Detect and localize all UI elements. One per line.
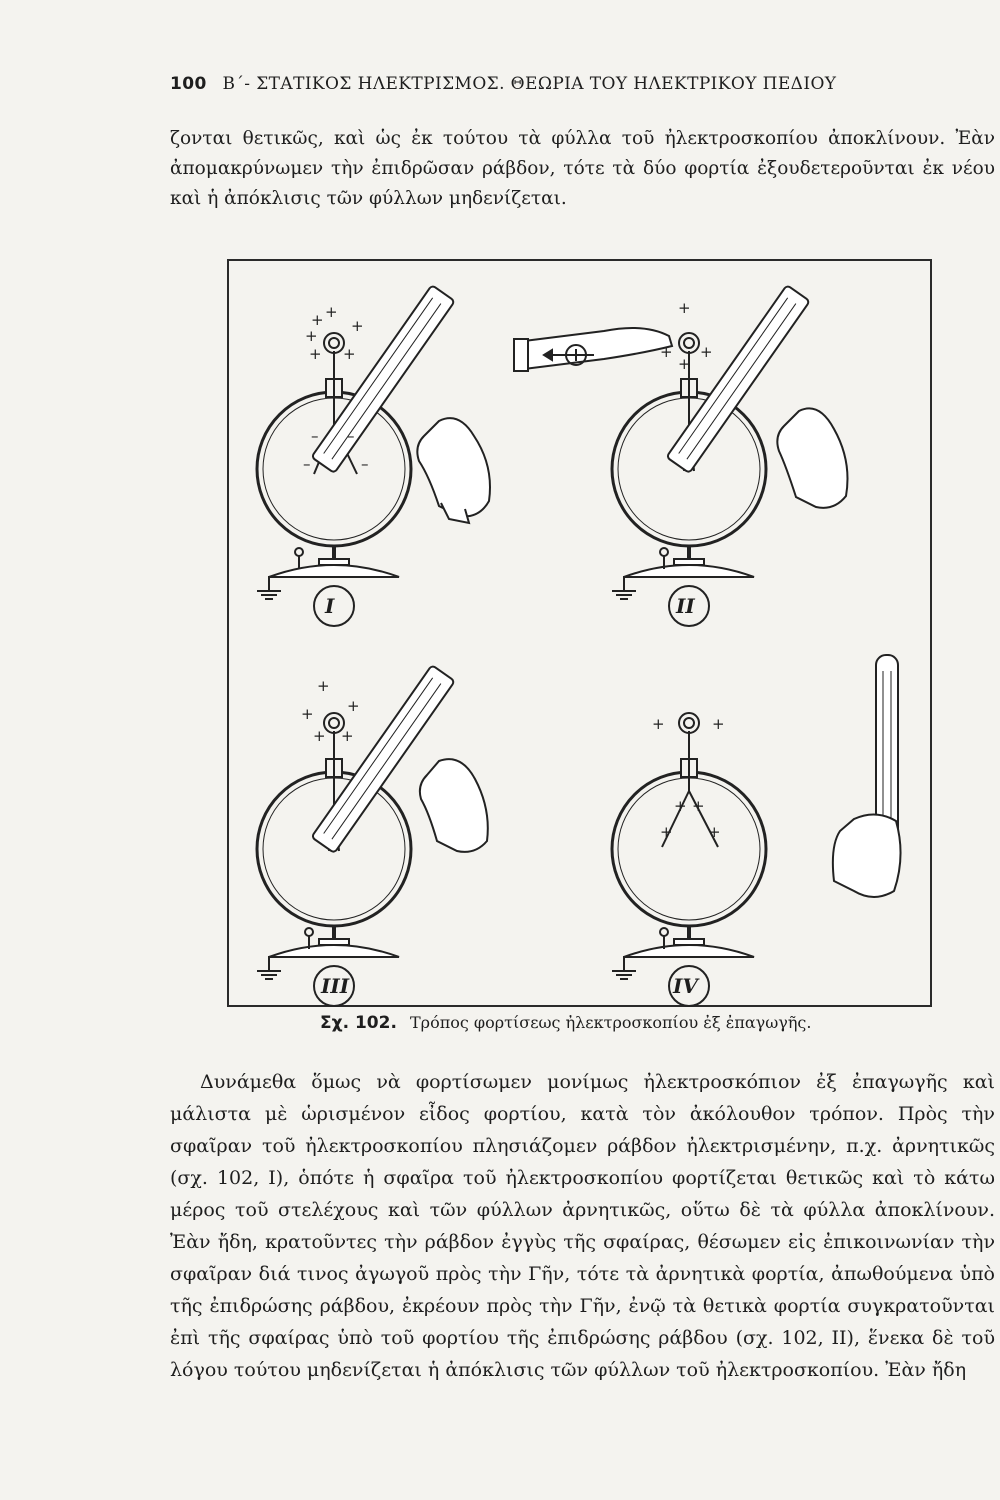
running-title: Β΄- ΣΤΑΤΙΚΟΣ ΗΛΕΚΤΡΙΣΜΟΣ. ΘΕΩΡΙΑ ΤΟΥ ΗΛΕΚΤΡΙΚΟΥ ΠΕΔΙΟΥ: [222, 74, 837, 94]
svg-text:+: +: [313, 727, 326, 745]
svg-text:+: +: [692, 797, 705, 815]
top-paragraph-text: ζονται θετικῶς, καὶ ὡς ἐκ τούτου τὰ φύλλα τοῦ ἠλεκτροσκοπίου ἀποκλίνουν. Ἐὰν ἀπομακρύνωμεν τὴν ἐπιδρῶσαν ράβδον, τότε τὰ δύο φορτία ἐξουδετεροῦνται ἐκ νέου καὶ ἡ ἀπόκλισις τῶν φύλλων μηδενίζεται.: [170, 128, 995, 209]
bottom-paragraph-text: Δυνάμεθα ὅμως νὰ φορτίσωμεν μονίμως ἠλεκτροσκόπιον ἐξ ἐπαγωγῆς καὶ μάλιστα μὲ ὡρισμένον εἶδος φορτίου, κατὰ τὸν ἀκόλουθον τρόπον. Πρὸς τὴν σφαῖραν τοῦ ἠλεκτροσκοπίου πλησιάζομεν ράβδον ἠλεκτρισμένην, π.χ. ἀρνητικῶς (σχ. 102, I), ὁπότε ἡ σφαῖρα τοῦ ἠλεκτροσκοπίου φορτίζεται θετικῶς καὶ τὸ κάτω μέρος τοῦ στελέχους καὶ τῶν φύλλων ἀρνητικῶς, οὕτω δὲ τὰ φύλλα ἀποκλίνουν. Ἐὰν ἤδη, κρατοῦντες τὴν ράβδον ἐγγὺς τῆς σφαίρας, θέσωμεν εἰς ἐπικοινωνίαν τὴν σφαῖραν διά τινος ἀγωγοῦ πρὸς τὴν Γῆν, τότε τὰ ἀρνητικὰ φορτία, ἀπωθούμενα ὑπὸ τῆς ἐπιδρώσης ράβδου, ἐκρέουν πρὸς τὴν Γῆν, ἐνῷ τὰ θετικὰ φορτία συγκρατοῦνται ἐπὶ τῆς σφαίρας ὑπὸ τοῦ φορτίου τῆς ἐπιδρώσης ράβδου (σχ. 102, II), ἕνεκα δὲ τοῦ λόγου τούτου μηδενίζεται ἡ ἀπόκλισις τῶν φύλλων τοῦ ἠλεκτροσκοπίου. Ἐὰν ἤδη: [170, 1071, 995, 1381]
svg-text:–: –: [311, 427, 319, 445]
svg-text:+: +: [311, 311, 324, 329]
svg-text:+: +: [341, 727, 354, 745]
figure-caption-label: Σχ. 102.: [320, 1013, 397, 1033]
svg-text:–: –: [347, 427, 355, 445]
svg-text:+: +: [674, 797, 687, 815]
panel-3: [257, 665, 488, 1006]
svg-text:+: +: [309, 345, 322, 363]
electroscope-illustration: [229, 261, 934, 1009]
svg-text:+: +: [301, 705, 314, 723]
svg-text:+: +: [678, 299, 691, 317]
panel-2: [514, 285, 848, 626]
svg-text:+: +: [652, 715, 665, 733]
panel-4: [612, 655, 901, 1006]
svg-text:+: +: [351, 317, 364, 335]
svg-text:+: +: [700, 343, 713, 361]
svg-text:+: +: [317, 677, 330, 695]
figure-102: [227, 259, 932, 1007]
svg-text:+: +: [305, 327, 318, 345]
svg-text:+: +: [660, 823, 673, 841]
svg-text:+: +: [712, 715, 725, 733]
figure-caption-text: Τρόπος φορτίσεως ἠλεκτροσκοπίου ἐξ ἐπαγωγῆς.: [410, 1013, 812, 1032]
panel-label-2: II: [676, 594, 695, 618]
svg-text:–: –: [361, 455, 369, 473]
top-paragraph: [170, 124, 995, 214]
svg-text:+: +: [325, 303, 338, 321]
svg-text:–: –: [303, 455, 311, 473]
svg-text:+: +: [343, 345, 356, 363]
panel-label-4: IV: [673, 974, 698, 998]
svg-text:+: +: [660, 343, 673, 361]
panel-label-1: I: [325, 594, 335, 618]
running-header: [170, 74, 970, 94]
bottom-paragraph: [170, 1066, 995, 1386]
svg-text:+: +: [708, 823, 721, 841]
page-number: 100: [170, 74, 207, 94]
svg-text:+: +: [347, 697, 360, 715]
panel-label-3: III: [321, 974, 350, 998]
panel-1: [257, 285, 490, 626]
svg-text:+: +: [678, 355, 691, 373]
figure-caption: [320, 1013, 920, 1033]
